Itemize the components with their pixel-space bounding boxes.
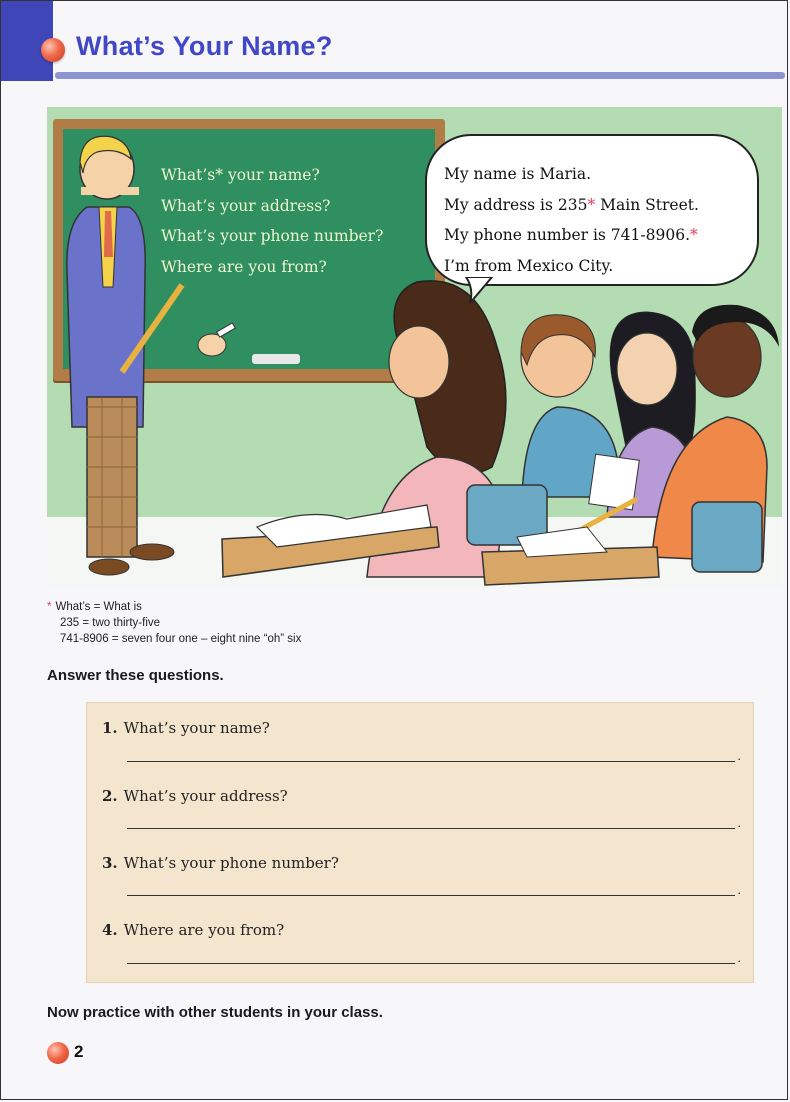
asterisk-mark: * (690, 226, 698, 244)
teacher-figure (67, 136, 235, 575)
board-question-3: What’s your phone number? (161, 227, 384, 245)
speech-bubble-tail (462, 277, 498, 305)
board-question-1: What’s* your name? (161, 166, 320, 184)
question-2: 2. What’s your address? (102, 787, 288, 805)
classroom-illustration (47, 107, 782, 587)
page-title: What’s Your Name? (76, 31, 333, 61)
title-bullet-icon (41, 38, 65, 62)
answer-line-4[interactable] (127, 963, 735, 964)
board-question-2: What’s your address? (161, 196, 331, 215)
answer-line-1[interactable] (127, 761, 735, 762)
footnote-asterisk: * (47, 601, 52, 613)
page-number-bullet-icon (47, 1042, 69, 1064)
speech-line-4: I’m from Mexico City. (444, 256, 614, 275)
question-3: 3. What’s your phone number? (102, 854, 339, 872)
title-rule (55, 72, 785, 79)
question-4: 4. Where are you from? (102, 921, 285, 939)
answer-box (86, 702, 754, 983)
speech-line-3: My phone number is 741-8906.* (444, 226, 698, 244)
footnote-line-2: 235 = two thirty-five (60, 617, 161, 629)
board-question-4: Where are you from? (161, 257, 327, 276)
footnote-line-1: * What’s = What is (47, 601, 142, 613)
question-1: 1. What’s your name? (102, 719, 270, 737)
answer-line-2[interactable] (127, 828, 735, 829)
speech-bubble-text (444, 159, 764, 281)
answer-line-3[interactable] (127, 895, 735, 896)
footnote (47, 599, 301, 647)
footnote-line-3: 741-8906 = seven four one – eight nine “oh” six (60, 633, 302, 645)
speech-line-1: My name is Maria. (444, 165, 592, 183)
practice-instruction: Now practice with other students in your class. (47, 1004, 383, 1021)
exercise-instruction: Answer these questions. (47, 667, 224, 684)
page-number: 2 (74, 1042, 84, 1061)
speech-line-2: My address is 235* Main Street. (444, 195, 699, 214)
asterisk-mark: * (587, 195, 596, 214)
